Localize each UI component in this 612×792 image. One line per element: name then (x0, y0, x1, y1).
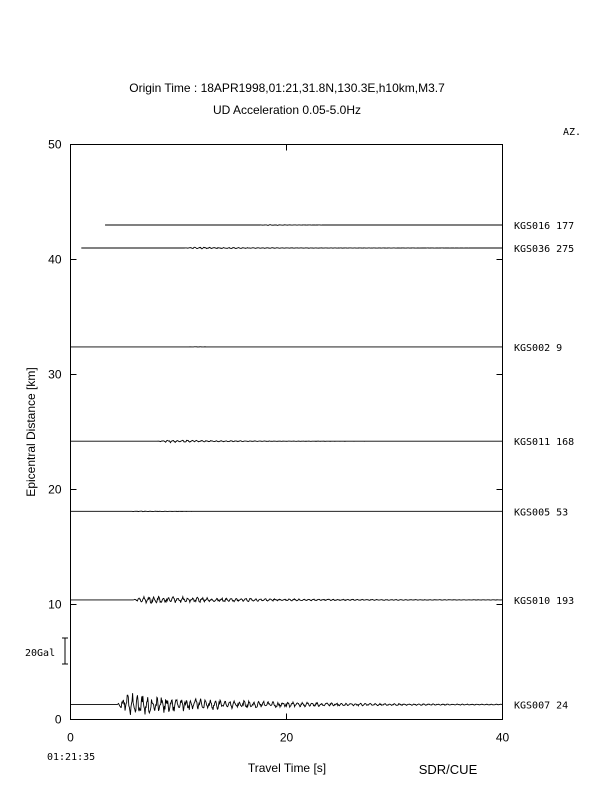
waveform-trace-kgs011 (71, 440, 503, 442)
station-label: KGS036 275 (514, 244, 575, 255)
y-tick-label: 0 (54, 712, 62, 727)
y-tick-label: 30 (48, 367, 62, 382)
footer-credit: SDR/CUE (418, 762, 478, 777)
waveform-trace-kgs016 (105, 225, 502, 226)
station-label: KGS011 168 (514, 437, 575, 449)
waveform-trace-kgs036 (81, 247, 502, 249)
x-tick-label: 0 (67, 730, 74, 745)
chart-subtitle: UD Acceleration 0.05-5.0Hz (212, 103, 362, 117)
waveform-trace-kgs007 (71, 693, 503, 715)
station-label: KGS010 193 (514, 595, 575, 607)
azimuth-header: AZ. (563, 127, 582, 138)
x-axis-label: Travel Time [s] (247, 761, 327, 775)
amplitude-scale-bar (25, 638, 68, 664)
y-tick-label: 40 (48, 252, 62, 267)
y-tick-label: 20 (48, 482, 62, 497)
station-label: KGS002 9 (514, 342, 563, 354)
y-axis-label: Epicentral Distance [km] (24, 367, 38, 497)
scale-bar-label: 20Gal (25, 648, 56, 659)
start-time-label: 01:21:35 (47, 752, 96, 763)
x-axis-ticks (67, 145, 509, 745)
y-tick-label: 10 (48, 597, 62, 612)
x-tick-label: 40 (495, 730, 510, 745)
station-label: KGS007 24 (514, 700, 569, 712)
station-label: KGS005 53 (514, 507, 569, 519)
station-label: KGS016 177 (514, 221, 575, 232)
y-axis-ticks (48, 138, 502, 727)
y-tick-label: 50 (48, 137, 62, 152)
waveform-trace-kgs010 (71, 596, 503, 603)
chart-title: Origin Time : 18APR1998,01:21,31.8N,130.3E,h10km,M3.7 (129, 81, 445, 95)
x-tick-label: 20 (279, 730, 294, 745)
waveform-trace-kgs005 (71, 511, 503, 512)
plot-frame (71, 145, 503, 720)
station-labels (514, 221, 574, 712)
waveform-traces (71, 225, 503, 715)
